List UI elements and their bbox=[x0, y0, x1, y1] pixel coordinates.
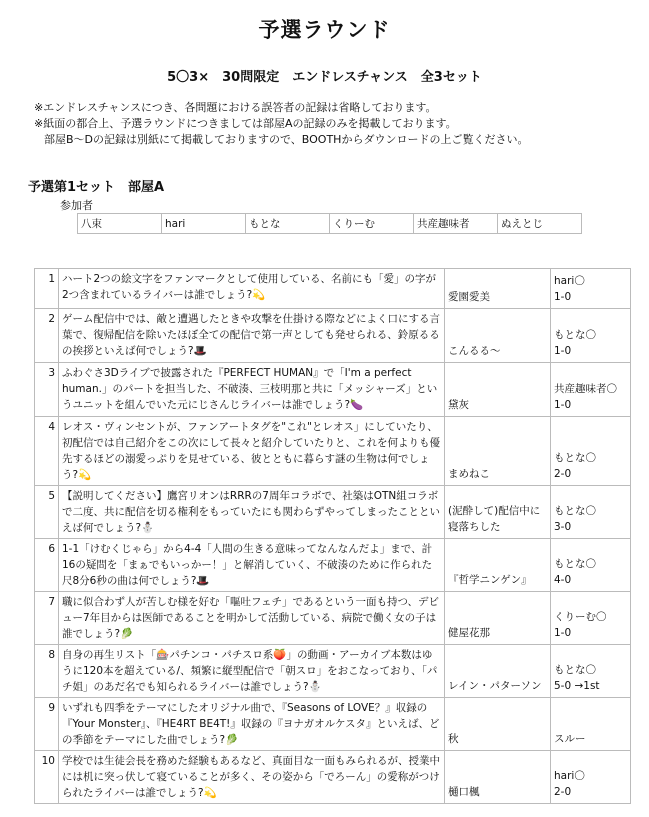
question-number: 7 bbox=[35, 592, 59, 645]
notes bbox=[34, 100, 528, 148]
answer: レイン・パターソン bbox=[445, 645, 551, 698]
question-row bbox=[35, 486, 631, 539]
answer: 黛灰 bbox=[445, 363, 551, 417]
question-number: 6 bbox=[35, 539, 59, 592]
question-number: 1 bbox=[35, 269, 59, 309]
winner: もとな〇 bbox=[554, 452, 596, 464]
round-subtitle: 5〇3× 30問限定 エンドレスチャンス 全3セット bbox=[167, 70, 482, 85]
note-line: ※エンドレスチャンスにつき、各問題における誤答者の記録は省略しております。 bbox=[34, 101, 437, 114]
score: 1-0 bbox=[554, 399, 572, 411]
winner: hari〇 bbox=[554, 275, 585, 287]
question-text: 職に似合わず人が苦しむ様を好む「嘔吐フェチ」であるという一面も持つ、デビュー7年目からは医師であることを明かして活動している、病院で働く女の子は誰でしょう?🥬 bbox=[59, 592, 445, 645]
question-text: レオス・ヴィンセントが、ファンアートタグを"これ"とレオス」にしていたり、初配信では自己紹介をこの次にして長々と紹介していたりと、これを何よりも優先するほどの溺愛っぷりを見せている、彼とともに暮らす謎の生物は何でしょう?💫 bbox=[59, 417, 445, 486]
question-row bbox=[35, 417, 631, 486]
result bbox=[551, 269, 631, 309]
question-text: 【説明してください】鷹宮リオンはRRRの7周年コラボで、社築はOTN組コラボで二度、共に配信を切る権利をもっていたにも関わらずやってしまったことといえば何でしょう?⛄ bbox=[59, 486, 445, 539]
result bbox=[551, 645, 631, 698]
question-row bbox=[35, 269, 631, 309]
winner: hari〇 bbox=[554, 770, 585, 782]
score: 1-0 bbox=[554, 627, 572, 639]
question-number: 9 bbox=[35, 698, 59, 751]
participant-cell: 八束 bbox=[78, 214, 162, 234]
participant-cell: 共産趣味者 bbox=[414, 214, 498, 234]
score: 3-0 bbox=[554, 521, 572, 533]
winner: スルー bbox=[554, 733, 586, 745]
question-number: 8 bbox=[35, 645, 59, 698]
note-line: 部屋B～Dの記録は別紙にて掲載しておりますので、BOOTHからダウンロードの上ご覧ください。 bbox=[44, 133, 529, 146]
answer: 『哲学ニンゲン』 bbox=[445, 539, 551, 592]
question-number: 10 bbox=[35, 751, 59, 804]
question-number: 2 bbox=[35, 309, 59, 363]
question-text: 学校では生徒会長を務めた経験もあるなど、真面目な一面もみられるが、授業中には机に突っ伏して寝ていることが多く、その姿から「でろーん」の愛称がつけられたライバーは誰でしょう?💫 bbox=[59, 751, 445, 804]
question-text: ハート2つの絵文字をファンマークとして使用している、名前にも「愛」の字が2つ含まれているライバーは誰でしょう?💫 bbox=[59, 269, 445, 309]
score: 4-0 bbox=[554, 574, 572, 586]
section-title: 予選第1セット 部屋A bbox=[28, 180, 165, 195]
winner: 共産趣味者〇 bbox=[554, 383, 617, 395]
result bbox=[551, 309, 631, 363]
score: 2-0 bbox=[554, 786, 572, 798]
participant-cell: ぬえとじ bbox=[498, 214, 582, 234]
question-text: 自身の再生リスト「🎰パチンコ・パチスロ系🍑」の動画・アーカイブ本数はゆうに120本を超えている/、頻繁に縦型配信で「朝スロ」をおこなっており、「パチ姐」のあだ名でも知られるライバーは誰でしょう?⛄ bbox=[59, 645, 445, 698]
result bbox=[551, 363, 631, 417]
answer: 愛園愛美 bbox=[445, 269, 551, 309]
winner: くりーむ〇 bbox=[554, 611, 607, 623]
question-row bbox=[35, 309, 631, 363]
question-row bbox=[35, 363, 631, 417]
winner: もとな〇 bbox=[554, 329, 596, 341]
participants-label: 参加者 bbox=[60, 199, 93, 212]
score: 5-0 →1st bbox=[554, 680, 600, 692]
result bbox=[551, 751, 631, 804]
answer: 秋 bbox=[445, 698, 551, 751]
winner: もとな〇 bbox=[554, 505, 596, 517]
answer: 健屋花那 bbox=[445, 592, 551, 645]
note-line: ※紙面の都合上、予選ラウンドにつきましては部屋Aの記録のみを掲載しております。 bbox=[34, 117, 457, 130]
answer: (泥酔して)配信中に寝落ちした bbox=[445, 486, 551, 539]
answer: 樋口楓 bbox=[445, 751, 551, 804]
participant-cell: もとな bbox=[246, 214, 330, 234]
question-number: 3 bbox=[35, 363, 59, 417]
score: 2-0 bbox=[554, 468, 572, 480]
winner: もとな〇 bbox=[554, 558, 596, 570]
question-text: ゲーム配信中では、敵と遭遇したときや攻撃を仕掛ける際などによく口にする言葉で、復帰配信を除いたほぼ全ての配信で第一声としても発せられる、鈴原るるの挨拶といえば何でしょう?🎩 bbox=[59, 309, 445, 363]
result bbox=[551, 698, 631, 751]
answer: まめねこ bbox=[445, 417, 551, 486]
participant-cell: くりーむ bbox=[330, 214, 414, 234]
question-row bbox=[35, 539, 631, 592]
result bbox=[551, 592, 631, 645]
result bbox=[551, 539, 631, 592]
question-number: 5 bbox=[35, 486, 59, 539]
answer: こんるる～ bbox=[445, 309, 551, 363]
participant-cell: hari bbox=[162, 214, 246, 234]
participants-table bbox=[77, 213, 582, 234]
page-title: 予選ラウンド bbox=[258, 18, 391, 42]
question-row bbox=[35, 592, 631, 645]
question-table bbox=[34, 268, 631, 804]
question-text: 1-1「けむくじゃら」から4-4「人間の生きる意味ってなんなんだよ」まで、計16の疑問を「まぁでもいっかー！」と解消していく、不破湊のために作られた尺8分6秒の曲は何でしょう?🎩 bbox=[59, 539, 445, 592]
question-text: いずれも四季をテーマにしたオリジナル曲で、『Seasons of LOVE？』収録の『Your Monster』、『HE4RT BE4T!』収録の『ヨナガオルケスタ』といえば、どの季節をテーマにした曲でしょう?🥬 bbox=[59, 698, 445, 751]
question-number: 4 bbox=[35, 417, 59, 486]
question-row bbox=[35, 751, 631, 804]
result bbox=[551, 486, 631, 539]
question-row bbox=[35, 645, 631, 698]
winner: もとな〇 bbox=[554, 664, 596, 676]
score: 1-0 bbox=[554, 291, 572, 303]
question-text: ふわぐさ3Dライブで披露された『PERFECT HUMAN』で「I'm a perfect human.」のパートを担当した、不破湊、三枝明那と共に「メッシャーズ」というユニットを組んでいた元にじさんじライバーは誰でしょう?🍆 bbox=[59, 363, 445, 417]
result bbox=[551, 417, 631, 486]
score: 1-0 bbox=[554, 345, 572, 357]
question-row bbox=[35, 698, 631, 751]
